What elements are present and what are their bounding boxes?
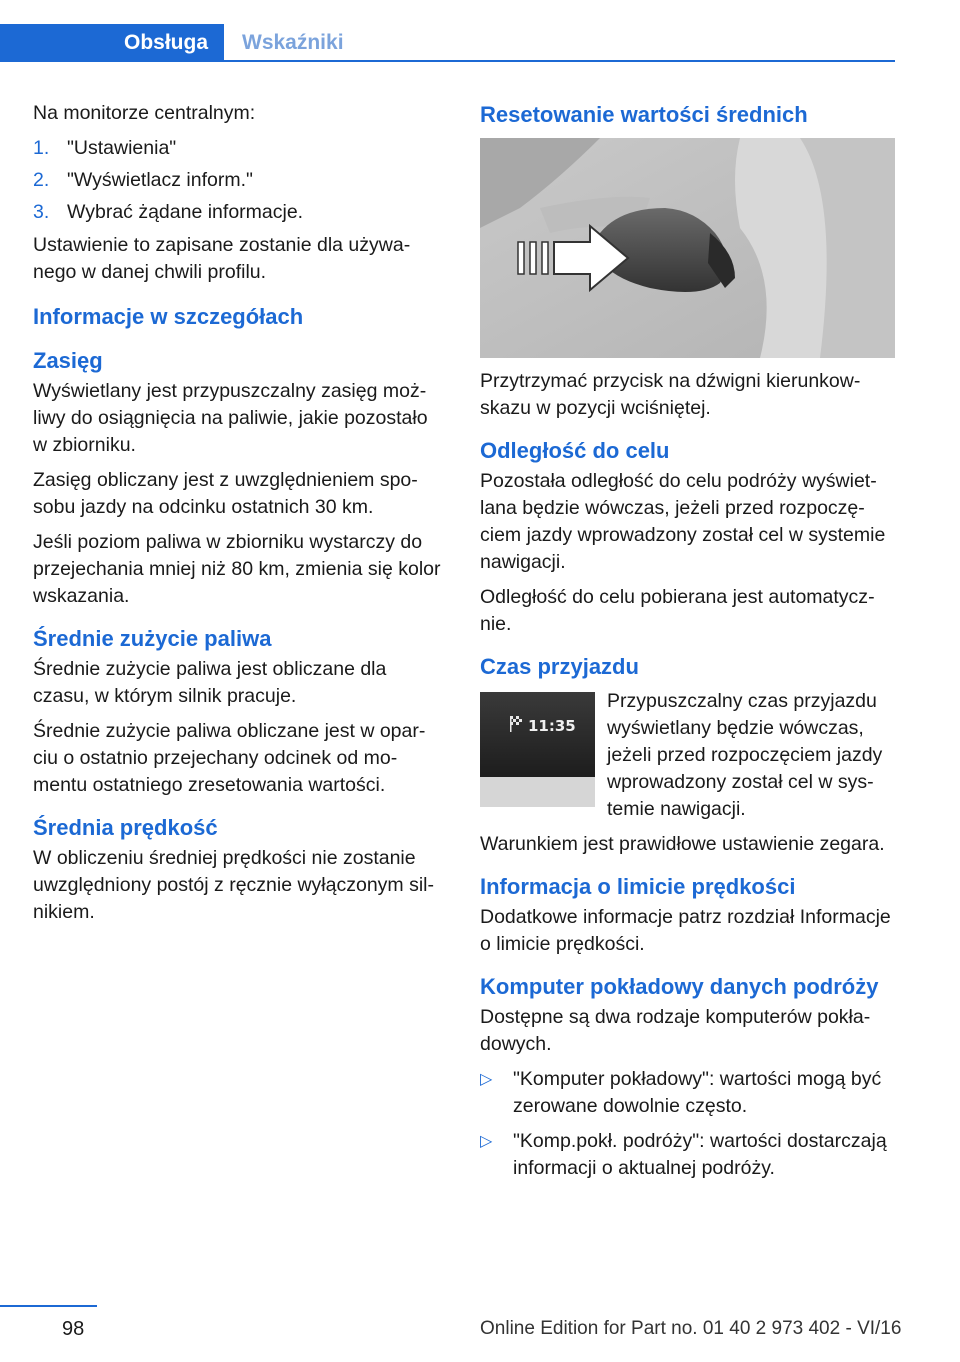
turn-signal-lever-photo [480, 138, 895, 358]
tab-obsluga[interactable]: Obsługa [0, 24, 224, 62]
steps-list [33, 135, 443, 226]
footer-divider [0, 1305, 97, 1307]
header-bar [0, 0, 960, 64]
left-column [33, 100, 443, 934]
section-title: Informacje w szczegółach [33, 304, 304, 329]
list-item [480, 1128, 898, 1182]
speed-heading: Średnia prędkość [33, 815, 218, 840]
list-item [33, 167, 443, 194]
triangle-bullet-icon: ▷ [480, 1133, 493, 1150]
trip-computer-heading: Komputer pokładowy danych podróży [480, 974, 879, 999]
speed-paragraph-1: W obliczeniu średniej prędkości nie zostanie uwzględniony postój z ręcznie wyłączonym silnikiem. [33, 847, 435, 923]
step-text: "Ustawienia" [67, 137, 177, 159]
range-paragraph-2: Zasięg obliczany jest z uwzględnieniem sposobu jazdy na odcinku ostatnich 30 km. [33, 469, 418, 518]
distance-heading: Odległość do celu [480, 438, 670, 463]
step-number: 1. [33, 137, 50, 159]
saved-note: Ustawienie to zapisane zostanie dla używanego w danej chwili profilu. [33, 234, 411, 283]
reset-paragraph: Przytrzymać przycisk na dźwigni kierunkowskazu w pozycji wciśniętej. [480, 370, 861, 419]
range-paragraph-1: Wyświetlany jest przypuszczalny zasięg możliwy do osiągnięcia na paliwie, jakie pozostało w zbiorniku. [33, 380, 428, 456]
intro-text: Na monitorze centralnym: [33, 102, 256, 124]
step-number: 2. [33, 169, 50, 191]
step-text: Wybrać żądane informacje. [67, 201, 304, 223]
step-number: 3. [33, 201, 50, 223]
consumption-paragraph-1: Średnie zużycie paliwa jest obliczane dla czasu, w którym silnik pracuje. [33, 658, 387, 707]
header-divider [0, 60, 895, 62]
consumption-paragraph-2: Średnie zużycie paliwa obliczane jest w oparciu o ostatnio przejechany odcinek od momentu ostatniego zresetowania wartości. [33, 720, 426, 796]
distance-paragraph-2: Odległość do celu pobierana jest automatycznie. [480, 586, 875, 635]
list-item-text: "Komp.pokł. podróży": wartości dostarczają informacji o aktualnej podróży. [513, 1130, 887, 1179]
list-item [480, 1066, 898, 1120]
distance-paragraph-1: Pozostała odległość do celu podróży wyświetlana będzie wówczas, jeżeli przed rozpoczęciem jazdy wprowadzony został cel w systemie nawigacji. [480, 470, 886, 573]
tab-wskazniki[interactable]: Wskaźniki [242, 31, 344, 54]
reset-heading: Resetowanie wartości średnich [480, 102, 808, 127]
arrival-paragraph-2: Warunkiem jest prawidłowe ustawienie zegara. [480, 833, 885, 855]
page-number: 98 [62, 1318, 85, 1340]
arrival-heading: Czas przyjazdu [480, 654, 639, 679]
step-text: "Wyświetlacz inform." [67, 169, 253, 191]
trip-computer-list [480, 1066, 898, 1182]
trip-computer-paragraph: Dostępne są dwa rodzaje komputerów pokładowych. [480, 1006, 871, 1055]
speed-limit-paragraph: Dodatkowe informacje patrz rozdział Informacje o limicie prędkości. [480, 906, 891, 955]
arrival-time-display [480, 692, 595, 807]
range-paragraph-3: Jeśli poziom paliwa w zbiorniku wystarczy do przejechania mniej niż 80 km, zmienia się kolor wskazania. [33, 531, 441, 607]
arrival-block [480, 688, 898, 831]
edition-note: Online Edition for Part no. 01 40 2 973 402 - VI/16 [480, 1318, 902, 1339]
list-item-text: "Komputer pokładowy": wartości mogą być zerowane dowolnie często. [513, 1068, 882, 1117]
consumption-heading: Średnie zużycie paliwa [33, 626, 272, 651]
speed-limit-heading: Informacja o limicie prędkości [480, 874, 796, 899]
right-column [480, 100, 898, 1190]
arrival-paragraph-1: Przypuszczalny czas przyjazdu wyświetlany będzie wówczas, jeżeli przed rozpoczęciem jazdy wprowadzony został cel w systemie nawigacji. [607, 690, 883, 820]
list-item [33, 135, 443, 162]
list-item [33, 199, 443, 226]
triangle-bullet-icon: ▷ [480, 1071, 493, 1088]
clock-time: 11:35 [528, 717, 576, 735]
range-heading: Zasięg [33, 348, 103, 373]
